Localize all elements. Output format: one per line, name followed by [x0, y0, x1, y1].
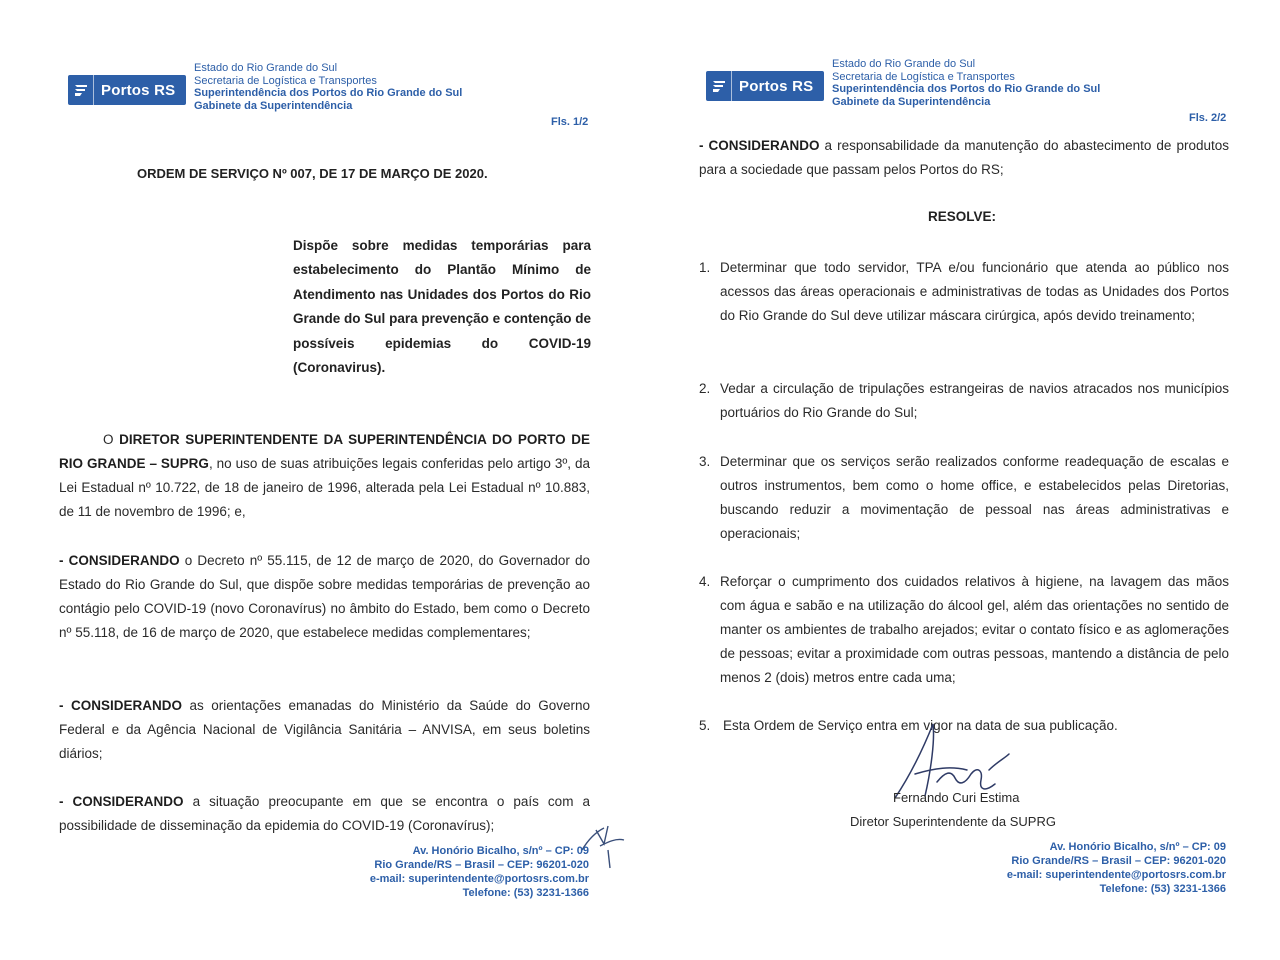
page-footer-address	[300, 844, 589, 900]
intro-authority: DIRETOR SUPERINTENDENTE DA SUPERINTENDÊNCIA DO PORTO DE RIO GRANDE – SUPRG	[59, 432, 590, 471]
item-number: 2.	[699, 381, 711, 396]
considering-text: as orientações emanadas do Ministério da Saúde do Governo Federal e da Agência Nacional de Vigilância Sanitária – ANVISA, em seus boletins diários;	[59, 698, 590, 761]
considering-label: - CONSIDERANDO	[59, 698, 182, 713]
footer-phone: Telefone: (53) 3231-1366	[1099, 883, 1226, 895]
considering-paragraph-1	[59, 549, 590, 645]
header-organization	[832, 58, 1100, 108]
intro-paragraph	[59, 428, 590, 524]
item-text: Determinar que os serviços serão realizados conforme readequação de escalas e outros instrumentos, bem como o home office, e estabelecidos pelas Diretorias, buscando reduzir a movimentação de pessoal nas áreas administrativas e operacionais;	[720, 454, 1229, 541]
page-folio: Fls. 1/2	[551, 116, 589, 128]
header-superintendency: Superintendência dos Portos do Rio Grande do Sul	[832, 83, 1101, 95]
header-organization	[194, 62, 462, 112]
header-superintendency: Superintendência dos Portos do Rio Grande do Sul	[194, 87, 463, 99]
footer-city: Rio Grande/RS – Brasil – CEP: 96201-020	[374, 859, 589, 871]
footer-city: Rio Grande/RS – Brasil – CEP: 96201-020	[1011, 855, 1226, 867]
considering-paragraph-2	[59, 694, 590, 766]
item-number: 4.	[699, 574, 711, 589]
considering-text: a responsabilidade da manutenção do abastecimento de produtos para a sociedade que passam pelos Portos do RS;	[699, 138, 1229, 177]
footer-street: Av. Honório Bicalho, s/nº – CP: 09	[1049, 841, 1226, 853]
item-number: 1.	[699, 260, 711, 275]
intro-article: O	[103, 432, 120, 447]
item-text: Determinar que todo servidor, TPA e/ou funcionário que atenda ao público nos acessos das áreas operacionais e administrativas de todas as Unidades dos Portos do Rio Grande do Sul deve utilizar máscara cirúrgica, após devido treinamento;	[720, 260, 1229, 323]
item-text: Vedar a circulação de tripulações estrangeiras de navios atracados nos municípios portuários do Rio Grande do Sul;	[720, 381, 1229, 420]
portos-rs-logo	[68, 75, 186, 105]
footer-street: Av. Honório Bicalho, s/nº – CP: 09	[412, 845, 589, 857]
header-cabinet: Gabinete da Superintendência	[194, 99, 353, 112]
document-title: ORDEM DE SERVIÇO Nº 007, DE 17 DE MARÇO DE 2020.	[137, 166, 488, 181]
footer-phone: Telefone: (53) 3231-1366	[462, 887, 589, 899]
footer-email: e-mail: superintendente@portosrs.com.br	[1006, 869, 1226, 881]
considering-label: - CONSIDERANDO	[699, 138, 820, 153]
signer-role: Diretor Superintendente da SUPRG	[850, 814, 1056, 829]
considering-text: o Decreto nº 55.115, de 12 de março de 2020, do Governador do Estado do Rio Grande do Sul, que dispõe sobre medidas temporárias de prevenção ao contágio pelo COVID-19 (novo Coronavírus) no âmbito do Estado, bem como o Decreto nº 55.118, de 16 de março de 2020, que estabelece medidas complementares;	[59, 553, 590, 640]
item-number: 5.	[699, 718, 711, 733]
document-page-2	[640, 0, 1280, 960]
portos-rs-logo	[706, 71, 824, 101]
item-number: 3.	[699, 454, 711, 469]
header-state: Estado do Rio Grande do Sul	[832, 58, 976, 70]
page-footer-address	[940, 840, 1226, 896]
intro-text: , no uso de suas atribuições legais conferidas pelo artigo 3º, da Lei Estadual nº 10.722, de 18 de janeiro de 1996, alterada pela Lei Estadual nº 10.883, de 11 de novembro de 1996; e,	[59, 456, 590, 519]
header-state: Estado do Rio Grande do Sul	[194, 62, 338, 74]
considering-label: - CONSIDERANDO	[59, 794, 184, 809]
page-folio: Fls. 2/2	[1189, 112, 1227, 124]
logo-text: Portos RS	[101, 81, 176, 99]
considering-paragraph-4	[699, 134, 1229, 182]
considering-label: - CONSIDERANDO	[59, 553, 180, 568]
port-crane-icon	[706, 71, 732, 101]
signer-name: Fernando Curi Estima	[893, 790, 1020, 805]
considering-text: a situação preocupante em que se encontra o país com a possibilidade de disseminação da epidemia do COVID-19 (Coronavírus);	[59, 794, 590, 833]
item-text: Reforçar o cumprimento dos cuidados relativos à higiene, na lavagem das mãos com água e sabão e na utilização do álcool gel, além das orientações no sentido de manter os ambientes de trabalho arejados; evitar o contato físico e as aglomerações de pessoas; evitar a proximidade com outras pessoas, mantendo a distância de pelo menos 2 (dois) metros entre cada uma;	[720, 574, 1229, 685]
logo-text: Portos RS	[739, 77, 814, 95]
header-secretariat: Secretaria de Logística e Transportes	[832, 70, 1015, 83]
port-crane-icon	[68, 75, 94, 105]
item-text: Esta Ordem de Serviço entra em vigor na data de sua publicação.	[723, 718, 1118, 733]
header-secretariat: Secretaria de Logística e Transportes	[194, 74, 377, 87]
resolve-heading: RESOLVE:	[928, 209, 997, 224]
document-summary: Dispõe sobre medidas temporárias para estabelecimento do Plantão Mínimo de Atendimento nas Unidades dos Portos do Rio Grande do Sul para prevenção e contenção de possíveis epidemias do COVID-19 (Coronavirus).	[293, 238, 591, 376]
footer-email: e-mail: superintendente@portosrs.com.br	[369, 873, 589, 885]
header-cabinet: Gabinete da Superintendência	[832, 95, 991, 108]
considering-paragraph-3	[59, 790, 590, 838]
